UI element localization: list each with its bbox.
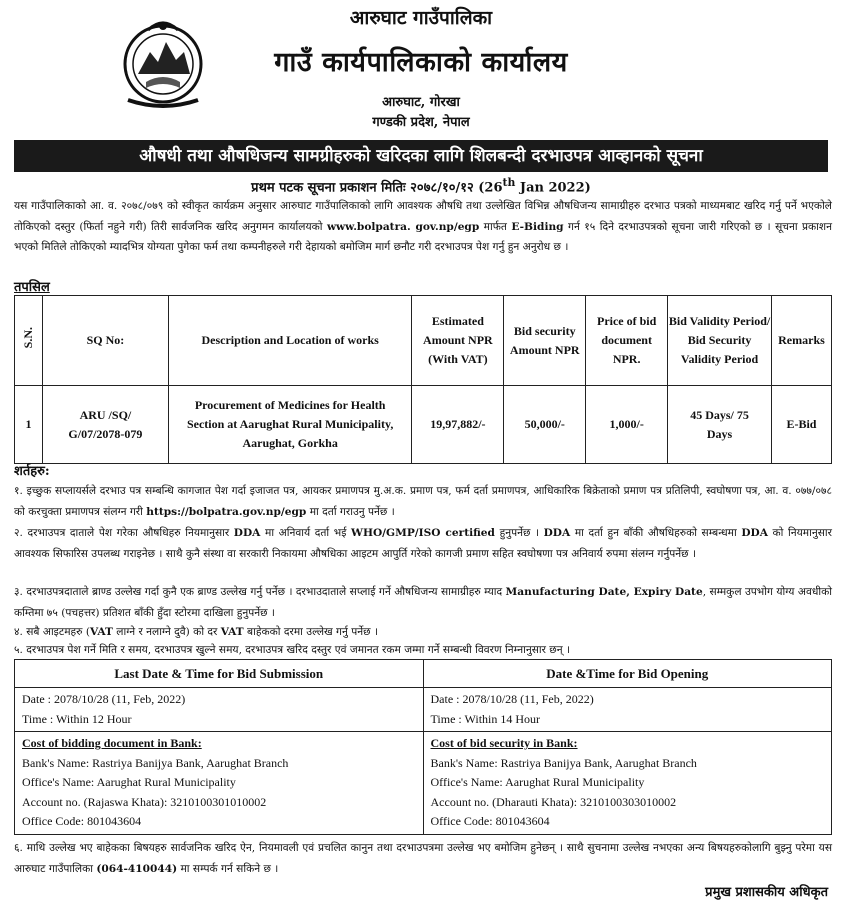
address-line-1: आरुघाट, गोरखा [382, 95, 460, 110]
sec-office-code: Office Code: 801043604 [430, 814, 550, 828]
sec-bank-name: Bank's Name: Rastriya Banijya Bank, Aarughat Branch [430, 755, 697, 770]
submission-cell [15, 688, 424, 732]
doc-cost-cell [15, 732, 424, 835]
cell-price: 1,000/- [586, 386, 668, 464]
final-note-text: ६. माथि उल्लेख भए बाहेकका बिषयहरु सार्वजनिक खरिद ऐन, नियमावली एवं प्रचलित कानुन तथा दरभाउपत्रमा उल्लेख भए बमोजिम हुनेछन् । साथै सुचनामा उल्लेख नभएका अन्य बिषयहरुकोलागि बुझ्नु परेमा यस आरुघाट गाउँपालिका [14, 842, 832, 875]
header-bid-security: Bid security Amount NPR [504, 296, 586, 386]
intro-text-1: यस गाउँपालिकाको आ. व. २०७८/०७९ को स्वीकृत कार्यक्रम अनुसार आरुघाट गाउँपालिकाको लागि आवश्यक औषधि तथा उल्लेखित विभिन्न औषधिजन्य सामाग्रीहरु दरभाउ पत्रको माध्यमबाट खरिद गर्नु पर्ने भएकोले तोकिएको दस्तुर (फिर्ता नहुने गरी) तिरी सार्वजनिक खरिद अनुगमन कार्यालयको [14, 200, 832, 233]
cell-bid-security: 50,000/- [504, 386, 586, 464]
condition-2-cert: WHO/GMP/ISO certified [351, 527, 495, 539]
condition-2-dda-3: DDA [741, 527, 768, 539]
header-sn [15, 296, 43, 386]
condition-4-text: ४. सबै आइटमहरु ( [14, 626, 90, 638]
condition-2-text-3: हुनुपर्नेछ । [494, 527, 544, 539]
submission-header: Last Date & Time for Bid Submission [15, 660, 424, 688]
doc-office-name: Office's Name: Aarughat Rural Municipality [22, 775, 236, 789]
condition-3-tail: , सम्मकुल उपभोग योग्य अवधीको कम्तिमा ७५ (पचहत्तर) प्रतिशत बाँकी हुँदा स्टोरमा दाखिला हुनुपर्नेछ । [14, 586, 832, 619]
intro-text-3: गर्न १५ दिने दरभाउपत्रको सूचना जारी गरिएको छ । सूचना प्रकाशन भएको मितिले तोकिएको म्यादभित्र योग्यता पुगेका फर्म तथा कम्पनीहरुले गरी देहायको बमोजिम मार्ग छनौट गरी दरभाउपत्र पेश गर्नु हुन अनुरोध छ । [14, 220, 833, 253]
condition-3-dates: Manufacturing Date, Expiry Date [505, 586, 703, 598]
contact-number: (064-410044) [96, 862, 178, 875]
header-remarks: Remarks [771, 296, 831, 386]
doc-bank-name: Bank's Name: Rastriya Banijya Bank, Aarughat Branch [22, 755, 289, 770]
sec-cost-title: Cost of bid security in Bank: [430, 736, 578, 750]
condition-3 [14, 582, 832, 623]
ebiding-label: E-Biding [511, 220, 564, 233]
condition-1-text: १. इच्छुक सप्लायर्सले दरभाउ पत्र सम्बन्धि कागजात पेश गर्दा इजाजत पत्र, आयकर प्रमाणपत्र मु.अ.क. प्रमाण पत्र, फर्म दर्ता प्रमाणपत्र, आधिकारिक बिक्रेताको प्रमाण पत्र प्रतिलिपी, स्वघोषणा पत्र, आ. व. ०७७/०७८ को करचुक्ता प्रमाणपत्र संलग्न गरी [14, 485, 832, 518]
condition-2-text-4: मा दर्ता हुन बाँकी औषधिहरुको सम्बन्धमा [570, 527, 742, 539]
opening-date: Date : 2078/10/28 (11, Feb, 2022) [430, 692, 594, 706]
cell-sq-no: ARU /SQ/ G/07/2078-079 [42, 386, 168, 464]
condition-1-url: https://bolpatra.gov.np/egp [146, 505, 307, 518]
header-validity: Bid Validity Period/ Bid Security Validity Period [668, 296, 772, 386]
schedule-table [14, 659, 832, 835]
schedule-dates-row [15, 688, 832, 732]
header-description: Description and Location of works [168, 296, 412, 386]
publication-date [0, 176, 842, 195]
condition-2-text-2: मा अनिवार्य दर्ता भई [260, 527, 352, 539]
doc-account-no: Account no. (Rajaswa Khata): 3210100301010002 [22, 794, 267, 809]
condition-2-dda-1: DDA [233, 527, 261, 539]
bolpatra-url: www.bolpatra. gov.np/egp [326, 220, 480, 233]
final-note [14, 838, 832, 879]
cell-remarks: E-Bid [771, 386, 831, 464]
intro-text-2: मार्फत [479, 220, 512, 233]
publication-date-sup: th [502, 176, 516, 189]
tapasil-heading: तपसिल [14, 280, 50, 295]
condition-2-text: २. दरभाउपत्र दाताले पेश गरेका औषधिहरु नियमानुसार [14, 527, 234, 539]
submission-time: Time : Within 12 Hour [22, 711, 132, 726]
condition-1-tail: मा दर्ता गराउनु पर्नेछ । [306, 505, 395, 518]
condition-2 [14, 523, 832, 564]
bid-items-table [14, 295, 832, 464]
opening-time: Time : Within 14 Hour [430, 711, 541, 726]
publication-date-rest: Jan 2022) [515, 180, 591, 196]
doc-cost-title: Cost of bidding document in Bank: [22, 736, 202, 750]
condition-5: ५. दरभाउपत्र पेश गर्ने मिति र समय, दरभाउपत्र खुल्ने समय, दरभाउपत्र खरिद दस्तुर एवं जमानत रकम जम्मा गर्ने सम्बन्धी विवरण निम्नानुसार छन् । [14, 644, 570, 656]
condition-2-text-5: को नियमानुसार आवश्यक सिफारिस उपलब्ध गराइनेछ । साथै कुनै संस्था वा सरकारी निकायमा औषधिका आइटम आपुर्ति गरेको कागजी प्रमाण सहित स्वघोषणा पत्र अनिवार्य रुपमा संलग्न गर्नुपर्नेछ । [14, 527, 832, 560]
signoff: प्रमुख प्रशासकीय अधिकृत [705, 885, 828, 900]
condition-3-text: ३. दरभाउपत्रदाताले ब्राण्ड उल्लेख गर्दा कुनै एक ब्राण्ड उल्लेख गर्नु पर्नेछ । दरभाउदाताले सप्लाई गर्ने औषधिजन्य सामाग्रीहरु म्याद [14, 586, 506, 598]
cell-description: Procurement of Medicines for Health Section at Aarughat Rural Municipality, Aarughat, Gorkha [168, 386, 412, 464]
office-name: गाउँ कार्यपालिकाको कार्यालय [274, 47, 568, 78]
condition-1 [14, 481, 832, 522]
schedule-bank-row [15, 732, 832, 835]
opening-header: Date &Time for Bid Opening [423, 660, 832, 688]
municipality-name: आरुघाट गाउँपालिका [349, 7, 493, 29]
header-sq-no: SQ No: [42, 296, 168, 386]
notice-title: औषधी तथा औषधिजन्य सामग्रीहरुको खरिदका लागि शिलबन्दी दरभाउपत्र आव्हानको सूचना [14, 140, 828, 172]
condition-4-tail: बाहेकको दरमा उल्लेख गर्नु पर्नेछ । [243, 626, 378, 638]
address-line-2: गण्डकी प्रदेश, नेपाल [372, 115, 470, 130]
sec-cost-cell [423, 732, 832, 835]
conditions-heading: शर्तहरु: [14, 464, 50, 479]
publication-date-label: प्रथम पटक सूचना प्रकाशन मितिः २०७८/१०/१२ (26 [251, 180, 503, 196]
cell-estimated: 19,97,882/- [412, 386, 504, 464]
intro-paragraph [14, 196, 832, 258]
header-price: Price of bid document NPR. [586, 296, 668, 386]
cell-validity: 45 Days/ 75 Days [668, 386, 772, 464]
sec-account-no: Account no. (Dharauti Khata): 3210100303010002 [430, 794, 677, 809]
sec-office-name: Office's Name: Aarughat Rural Municipality [430, 775, 645, 789]
header-estimated: Estimated Amount NPR (With VAT) [412, 296, 504, 386]
table-row [15, 386, 832, 464]
schedule-header-row [15, 660, 832, 688]
final-note-tail: मा सम्पर्क गर्न सकिने छ । [177, 862, 279, 875]
opening-cell [423, 688, 832, 732]
doc-office-code: Office Code: 801043604 [22, 814, 142, 828]
condition-4-vat-2: VAT [220, 626, 244, 638]
header-sn-text: S.N. [20, 326, 35, 349]
submission-date: Date : 2078/10/28 (11, Feb, 2022) [22, 692, 186, 706]
condition-2-dda-2: DDA [543, 527, 571, 539]
cell-sn: 1 [15, 386, 43, 464]
table-header-row [15, 296, 832, 386]
letterhead [0, 0, 842, 150]
condition-4-text-2: लाग्ने र नलाग्ने दुवै) को दर [112, 626, 221, 638]
condition-4-vat-1: VAT [90, 626, 113, 638]
